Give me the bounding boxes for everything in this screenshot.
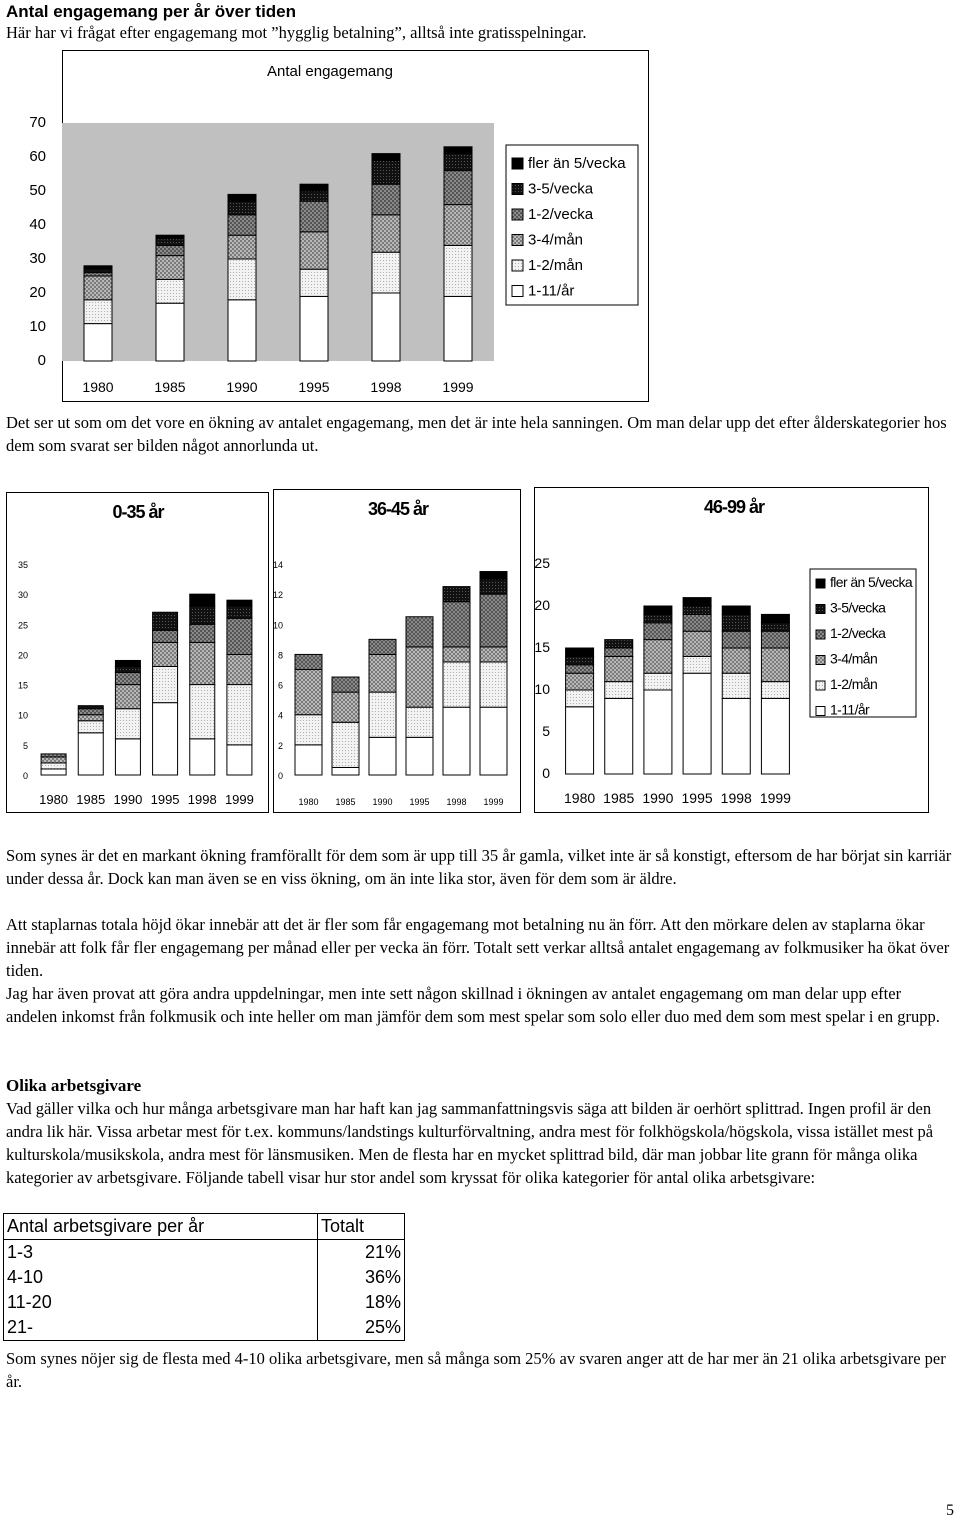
bar-segment-1-11-ar	[683, 673, 711, 774]
bar-segment-3-5-vecka	[444, 154, 472, 171]
bar-segment-3-4-man	[153, 642, 178, 666]
table-cell: 21%	[318, 1240, 405, 1266]
y-tick-label: 50	[29, 182, 46, 199]
legend-swatch	[512, 209, 523, 220]
legend-swatch	[816, 605, 825, 614]
legend-swatch	[816, 707, 825, 716]
bar-segment-1-2-vecka	[300, 201, 328, 232]
y-tick-label: 12	[273, 590, 283, 601]
paragraph-other-splits: Jag har även provat att göra andra uppdelningar, men inte sett någon skillnad i ökningen av antalet engagemang om man delar upp efter andelen inkomst från folkmusik och inte heller om man jämför dem som mest spelar som solo eller duo med dem som mest spelar i en grupp.	[6, 984, 940, 1026]
legend-label: 1-2/vecka	[528, 206, 594, 223]
x-tick-label: 1998	[187, 792, 217, 807]
y-tick-label: 8	[277, 650, 283, 661]
bar-segment-1-2-vecka	[156, 245, 184, 255]
bar-segment-1-2-vecka	[372, 184, 400, 215]
bar-segment-fler-an-5-vecka	[190, 594, 215, 606]
y-tick-label: 15	[17, 680, 28, 691]
table-cell: 1-3	[4, 1240, 318, 1266]
bar-segment-3-5-vecka	[156, 239, 184, 246]
bar-segment-1-11-ar	[228, 300, 256, 361]
bar-segment-fler-an-5-vecka	[566, 648, 594, 656]
bar-segment-1-11-ar	[156, 303, 184, 361]
bar-segment-3-5-vecka	[228, 201, 256, 215]
bar-segment-1-2-vecka	[566, 665, 594, 673]
x-tick-label: 1985	[335, 797, 356, 807]
table-header-cell: Totalt	[318, 1214, 405, 1240]
legend-label: 1-2/mån	[528, 257, 584, 274]
bar-segment-1-11-ar	[566, 707, 594, 774]
bar-segment-3-5-vecka	[644, 614, 672, 622]
legend-swatch	[816, 681, 825, 690]
bar-segment-3-5-vecka	[372, 160, 400, 184]
bar-segment-1-2-man	[78, 721, 103, 733]
bar-segment-1-2-vecka	[190, 624, 215, 642]
y-tick-label: 20	[29, 284, 46, 301]
paragraph-conclusion: Som synes nöjer sig de flesta med 4-10 olika arbetsgivare, men så många som 25% av svaren anger att de har mer än 21 olika arbetsgivare per år.	[6, 1349, 946, 1391]
legend-swatch	[512, 158, 523, 169]
bar-segment-1-2-man	[190, 685, 215, 739]
bar-segment-1-2-man	[566, 690, 594, 707]
y-tick-label: 30	[17, 590, 28, 601]
table-cell: 4-10	[4, 1265, 318, 1290]
y-tick-label: 14	[273, 560, 283, 570]
y-tick-label: 10	[273, 620, 283, 631]
bar-segment-3-4-man	[78, 715, 103, 721]
section-heading-arbetsgivare: Olika arbetsgivare	[6, 1076, 142, 1095]
legend-label: 1-11/år	[830, 701, 870, 718]
bar-segment-1-2-man	[444, 245, 472, 296]
y-tick-label: 25	[17, 620, 28, 631]
bar-segment-3-5-vecka	[153, 612, 178, 630]
chart-b-title: 36-45 år	[367, 499, 429, 519]
bar-segment-1-2-vecka	[444, 171, 472, 205]
bar-segment-3-4-man	[443, 647, 470, 662]
bar-segment-3-4-man	[84, 276, 112, 300]
y-tick-label: 15	[534, 639, 550, 655]
bar-segment-1-2-man	[369, 692, 396, 737]
x-tick-label: 1990	[642, 790, 674, 806]
bar-segment-1-2-vecka	[722, 631, 750, 648]
y-tick-label: 20	[17, 650, 28, 661]
bar-segment-1-2-man	[605, 682, 633, 699]
bar-segment-1-2-man	[683, 656, 711, 673]
y-tick-label: 10	[534, 681, 550, 697]
table-row	[4, 1290, 405, 1315]
bar-segment-fler-an-5-vecka	[722, 606, 750, 614]
chart-46-99-ar	[534, 487, 930, 814]
bar-segment-3-4-man	[295, 670, 322, 715]
bar-segment-1-2-man	[443, 662, 470, 707]
bar-segment-1-2-man	[761, 682, 789, 699]
bar-segment-1-11-ar	[605, 698, 633, 774]
y-tick-label: 25	[534, 555, 550, 571]
y-tick-label: 2	[277, 740, 283, 751]
bar-segment-1-11-ar	[444, 296, 472, 361]
bar-segment-1-2-vecka	[443, 602, 470, 647]
bar-segment-3-4-man	[190, 642, 215, 684]
y-tick-label: 30	[29, 250, 46, 267]
table-cell: 11-20	[4, 1290, 318, 1315]
x-tick-label: 1980	[564, 790, 596, 806]
bar-segment-3-4-man	[300, 232, 328, 269]
y-tick-label: 4	[277, 710, 283, 721]
bar-segment-1-2-vecka	[605, 648, 633, 656]
bar-segment-3-5-vecka	[722, 614, 750, 631]
x-tick-label: 1999	[224, 792, 254, 807]
y-tick-label: 40	[29, 216, 46, 233]
bar-segment-3-4-man	[444, 205, 472, 246]
bar-segment-3-4-man	[156, 256, 184, 280]
bar-segment-3-4-man	[369, 654, 396, 692]
x-tick-label: 1995	[409, 797, 430, 807]
bar-segment-1-11-ar	[406, 737, 433, 775]
x-tick-label: 1995	[298, 379, 330, 395]
bar-segment-1-2-man	[156, 279, 184, 303]
bar-segment-1-11-ar	[227, 745, 252, 775]
bar-segment-fler-an-5-vecka	[227, 600, 252, 606]
y-tick-label: 10	[29, 318, 46, 335]
x-tick-label: 1980	[82, 379, 114, 395]
chart-36-45-ar	[273, 489, 522, 814]
plot-area	[62, 123, 494, 361]
bar-segment-1-2-vecka	[78, 709, 103, 715]
legend-swatch	[816, 656, 825, 665]
bar-segment-1-2-vecka	[84, 273, 112, 276]
bar-segment-3-5-vecka	[480, 579, 507, 594]
bar-segment-1-2-man	[722, 673, 750, 698]
bar-segment-1-11-ar	[115, 739, 140, 775]
legend-label: 1-11/år	[528, 282, 575, 300]
bar-segment-1-2-man	[406, 707, 433, 737]
bar-segment-1-2-vecka	[228, 215, 256, 235]
x-tick-label: 1998	[370, 379, 402, 395]
chart-0-35-ar	[6, 492, 270, 814]
page-number: 5	[946, 1502, 954, 1519]
legend-label: 3-5/vecka	[830, 599, 886, 616]
bar-segment-1-2-man	[480, 662, 507, 707]
bar-segment-3-4-man	[566, 673, 594, 690]
legend-label: fler än 5/vecka	[830, 574, 913, 590]
bar-segment-1-2-man	[228, 259, 256, 300]
bar-segment-fler-an-5-vecka	[444, 147, 472, 154]
bar-segment-1-2-man	[227, 685, 252, 745]
bar-segment-3-4-man	[332, 692, 359, 722]
bar-segment-1-11-ar	[332, 767, 359, 775]
bar-segment-1-2-vecka	[332, 677, 359, 692]
bar-segment-3-4-man	[227, 654, 252, 684]
bar-segment-3-4-man	[228, 235, 256, 259]
bar-segment-1-2-man	[41, 763, 66, 769]
y-tick-label: 70	[29, 114, 46, 131]
x-tick-label: 1980	[39, 792, 69, 807]
bar-segment-fler-an-5-vecka	[761, 614, 789, 622]
bar-segment-1-11-ar	[372, 293, 400, 361]
bar-segment-fler-an-5-vecka	[228, 194, 256, 201]
table-header-cell: Antal arbetsgivare per år	[4, 1214, 318, 1240]
legend-box	[810, 569, 916, 717]
x-tick-label: 1998	[720, 790, 752, 806]
legend-label: 3-4/mån	[528, 231, 584, 249]
legend-label: 1-2/vecka	[830, 625, 886, 641]
bar-segment-3-4-man	[605, 656, 633, 681]
bar-segment-3-5-vecka	[84, 269, 112, 272]
bar-segment-3-5-vecka	[115, 666, 140, 672]
bar-segment-3-5-vecka	[683, 606, 711, 614]
bar-segment-3-4-man	[41, 757, 66, 763]
bar-segment-1-2-man	[153, 666, 178, 702]
legend-swatch	[816, 630, 825, 639]
x-tick-label: 1995	[681, 790, 713, 806]
bar-segment-3-5-vecka	[227, 606, 252, 618]
bar-segment-3-5-vecka	[443, 587, 470, 602]
table-row	[4, 1265, 405, 1290]
y-tick-label: 0	[277, 771, 283, 781]
x-tick-label: 1990	[372, 797, 393, 807]
x-tick-label: 1985	[603, 790, 635, 806]
y-tick-label: 60	[29, 148, 46, 165]
bar-segment-1-2-vecka	[683, 614, 711, 631]
x-tick-label: 1999	[759, 790, 791, 806]
bar-segment-1-2-man	[295, 715, 322, 745]
bar-segment-1-11-ar	[443, 707, 470, 775]
bar-segment-1-11-ar	[78, 733, 103, 775]
bar-segment-1-2-vecka	[227, 618, 252, 654]
x-tick-label: 1999	[483, 797, 504, 807]
table-row	[4, 1240, 405, 1266]
y-tick-label: 5	[542, 723, 550, 739]
bar-segment-1-2-vecka	[406, 617, 433, 647]
bar-segment-3-5-vecka	[190, 606, 215, 624]
bar-segment-1-11-ar	[41, 769, 66, 775]
section-heading-engagemang: Antal engagemang per år över tiden	[6, 2, 297, 21]
bar-segment-3-5-vecka	[566, 656, 594, 664]
table-row	[4, 1315, 405, 1341]
x-tick-label: 1990	[226, 379, 258, 395]
y-tick-label: 6	[277, 680, 283, 691]
bar-segment-1-11-ar	[369, 737, 396, 775]
bar-segment-3-4-man	[115, 685, 140, 709]
bar-segment-fler-an-5-vecka	[683, 598, 711, 606]
paragraph-young-increase: Som synes är det en markant ökning framförallt för dem som är upp till 35 år gamla, vilket inte är så konstigt, eftersom de har börjat sin karriär under dessa år. Dock kan man även se en viss ökning, om än inte lika stor, även för dem som är äldre.	[6, 846, 952, 888]
bar-segment-3-4-man	[406, 647, 433, 707]
bar-segment-1-2-man	[644, 673, 672, 690]
table-cell: 25%	[318, 1315, 405, 1341]
bar-segment-1-2-vecka	[369, 639, 396, 654]
paragraph-age-split: Det ser ut som om det vore en ökning av antalet engagemang, men det är inte hela sanningen. Om man delar upp det efter ålderskategorier hos dem som svarat ser bilden något annorlunda ut.	[6, 413, 947, 455]
y-tick-label: 20	[534, 597, 550, 613]
bar-segment-1-2-vecka	[41, 754, 66, 757]
x-tick-label: 1995	[150, 792, 180, 807]
chart-c-title: 46-99 år	[703, 497, 765, 517]
bar-segment-3-4-man	[372, 215, 400, 252]
bar-segment-3-5-vecka	[605, 640, 633, 648]
bar-segment-fler-an-5-vecka	[644, 606, 672, 614]
y-tick-label: 35	[17, 560, 28, 570]
bar-segment-fler-an-5-vecka	[372, 154, 400, 161]
bar-segment-1-2-vecka	[295, 654, 322, 669]
bar-segment-1-2-man	[115, 709, 140, 739]
legend-swatch	[512, 235, 523, 246]
employers-table	[3, 1213, 405, 1341]
x-tick-label: 1990	[113, 792, 143, 807]
table-header-row	[4, 1214, 405, 1240]
bar-segment-3-4-man	[722, 648, 750, 673]
bar-segment-3-5-vecka	[78, 706, 103, 709]
chart-main-title: Antal engagemang	[267, 63, 393, 80]
bar-segment-3-4-man	[761, 648, 789, 682]
bar-segment-1-2-vecka	[153, 630, 178, 642]
bar-segment-1-11-ar	[190, 739, 215, 775]
bar-segment-3-4-man	[683, 631, 711, 656]
bar-segment-1-11-ar	[300, 296, 328, 361]
bar-segment-1-2-man	[300, 269, 328, 296]
paragraph-arbetsgivare: Vad gäller vilka och hur många arbetsgivare man har haft kan jag sammanfattningsvis säga att bilden är oerhört splittrad. Ingen profil är den andra lik här. Vissa arbetar mest för t.ex. kommuns/landstings kulturförvaltning, andra mest för folkhögskola/högskola, vissa istället mest på kulturskola/musikskola, andra mest för länsmusiken. Men de flesta har en mycket splittrad bild, där man jobbar lite grann för många olika kategorier av arbetsgivare. Följande tabell visar hur stor andel som kryssat för olika kategorier för antal olika arbetsgivare:	[6, 1099, 934, 1187]
bar-segment-1-11-ar	[480, 707, 507, 775]
x-tick-label: 1980	[298, 797, 319, 807]
bar-segment-1-2-man	[372, 252, 400, 293]
bar-segment-fler-an-5-vecka	[300, 184, 328, 191]
legend-label: 1-2/mån	[830, 676, 878, 692]
bar-segment-3-4-man	[644, 640, 672, 674]
chart-antal-engagemang	[62, 50, 650, 403]
x-tick-label: 1985	[154, 379, 186, 395]
y-tick-label: 0	[37, 352, 46, 369]
bar-segment-1-2-vecka	[115, 673, 140, 685]
chart-a-title: 0-35 år	[112, 502, 164, 522]
bar-segment-1-11-ar	[295, 745, 322, 775]
bar-segment-3-5-vecka	[300, 191, 328, 201]
bar-segment-1-2-vecka	[480, 594, 507, 647]
bar-segment-1-2-man	[84, 300, 112, 324]
legend-label: 3-4/mån	[830, 650, 878, 667]
bar-segment-1-11-ar	[153, 703, 178, 775]
bar-segment-fler-an-5-vecka	[84, 266, 112, 269]
bar-segment-1-2-man	[332, 722, 359, 767]
bar-segment-fler-an-5-vecka	[115, 660, 140, 666]
x-tick-label: 1985	[76, 792, 106, 807]
bar-segment-1-11-ar	[722, 698, 750, 774]
bar-segment-1-11-ar	[644, 690, 672, 774]
y-tick-label: 10	[17, 710, 28, 721]
table-cell: 36%	[318, 1265, 405, 1290]
bar-segment-fler-an-5-vecka	[156, 235, 184, 238]
bar-segment-3-4-man	[480, 647, 507, 662]
legend-swatch	[512, 260, 523, 271]
y-tick-label: 5	[22, 740, 28, 751]
legend-swatch	[512, 184, 523, 195]
legend-label: 3-5/vecka	[528, 180, 594, 198]
intro-paragraph: Här har vi frågat efter engagemang mot ”hygglig betalning”, alltså inte gratisspelningar.	[6, 23, 587, 42]
x-tick-label: 1998	[446, 797, 467, 807]
table-cell: 18%	[318, 1290, 405, 1315]
bar-segment-1-2-vecka	[644, 623, 672, 640]
bar-segment-1-2-vecka	[761, 631, 789, 648]
legend-label: fler än 5/vecka	[528, 155, 626, 172]
y-tick-label: 0	[542, 765, 550, 781]
bar-segment-1-11-ar	[761, 698, 789, 774]
table-cell: 21-	[4, 1315, 318, 1341]
bar-segment-fler-an-5-vecka	[480, 572, 507, 580]
paragraph-bar-height: Att staplarnas totala höjd ökar innebär att det är fler som får engagemang mot betalning nu än förr. Att den mörkare delen av staplarna ökar innebär att folk får fler engagemang per månad eller per vecka än förr. Totalt sett verkar alltså antalet engagemang av folkmusiker ha ökat över tiden.	[6, 915, 950, 980]
x-tick-label: 1999	[442, 379, 474, 395]
bar-segment-3-5-vecka	[761, 623, 789, 631]
y-tick-label: 0	[22, 771, 28, 781]
legend-swatch	[816, 579, 825, 588]
legend-swatch	[512, 286, 523, 297]
bar-segment-1-11-ar	[84, 324, 112, 361]
